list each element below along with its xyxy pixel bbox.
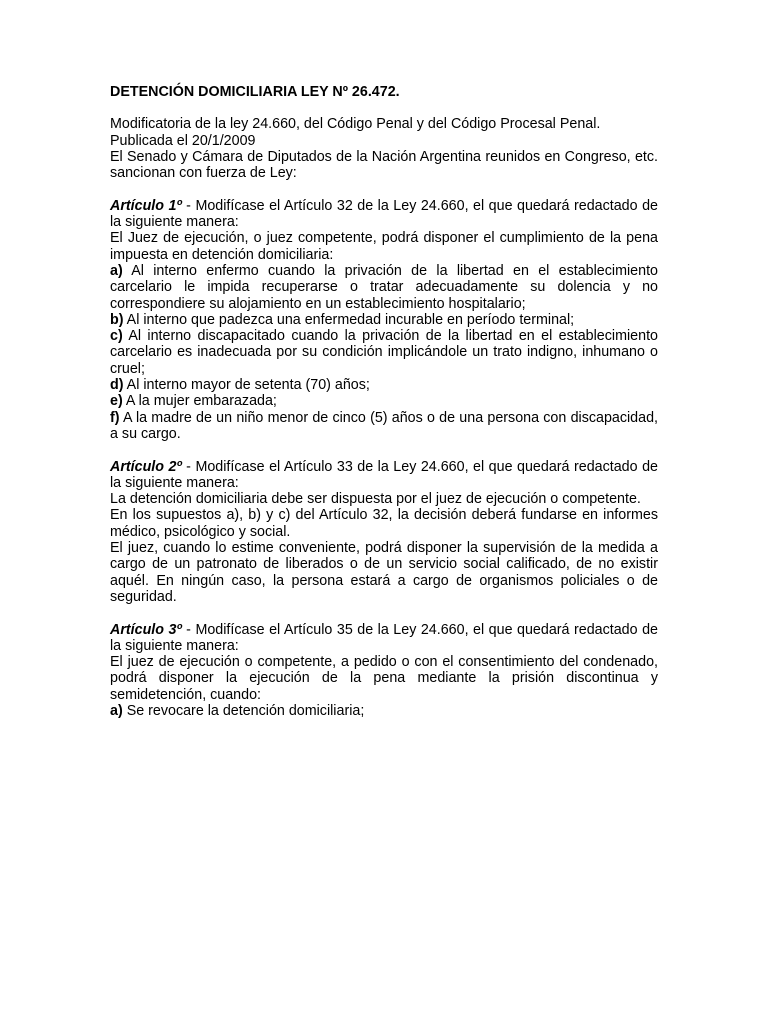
article-3-label: Artículo 3º [110,621,182,638]
article-3 [110,622,658,720]
article-3-item-a [110,703,658,719]
item-text: Se revocare la detención domiciliaria; [122,702,365,719]
article-1-label: Artículo 1º [110,197,182,214]
article-1-item-e [110,393,658,409]
item-letter: a) [110,702,123,719]
article-1-item-f [110,410,658,443]
article-2-paragraph-2: En los supuestos a), b) y c) del Artículo 32, la decisión deberá fundarse en informes médico, psicológico y social. [110,507,658,540]
item-letter: b) [110,311,124,328]
article-1-lead: - Modifícase el Artículo 32 de la Ley 24.660, el que quedará redactado de la siguiente manera: [110,197,658,231]
item-text: A la mujer embarazada; [122,393,277,410]
article-3-paragraph: El juez de ejecución o competente, a pedido o con el consentimiento del condenado, podrá disponer la ejecución de la pena mediante la prisión discontinua y semidetención, cuando: [110,654,658,703]
article-1-heading [110,198,658,231]
article-1-item-c [110,328,658,377]
intro-line-1: Modificatoria de la ley 24.660, del Código Penal y del Código Procesal Penal. [110,116,601,133]
item-text: Al interno que padezca una enfermedad incurable en período terminal; [123,311,575,328]
article-3-lead: - Modifícase el Artículo 35 de la Ley 24.660, el que quedará redactado de la siguiente manera: [110,621,658,654]
item-letter: d) [110,377,124,394]
intro-line-3: El Senado y Cámara de Diputados de la Nación Argentina reunidos en Congreso, etc. sancionan con fuerza de Ley: [110,148,658,182]
article-1-item-d [110,377,658,393]
intro-line-2: Publicada el 20/1/2009 [110,132,256,149]
item-letter: e) [110,393,123,410]
document-page [110,84,658,736]
item-text: Al interno enfermo cuando la privación de la libertad en el establecimiento carcelario le impida recuperarse o tratar adecuadamente su dolencia y no correspondiere su alojamiento en un establecimiento hospitalario; [110,262,658,312]
article-2-paragraph-3: El juez, cuando lo estime conveniente, podrá disponer la supervisión de la medida a cargo de un patronato de liberados o de un servicio social calificado, de no existir aquél. En ningún caso, la persona estará a cargo de organismos policiales o de seguridad. [110,540,658,605]
article-1-item-b [110,312,658,328]
item-text: Al interno discapacitado cuando la privación de la libertad en el establecimiento carcelario es inadecuada por su condición implicándole un trato indigno, inhumano o cruel; [110,328,658,377]
item-text: A la madre de un niño menor de cinco (5) años o de una persona con discapacidad, a su cargo. [110,409,658,442]
article-2-lead: - Modifícase el Artículo 33 de la Ley 24.660, el que quedará redactado de la siguiente manera: [110,458,658,491]
article-1-paragraph: El Juez de ejecución, o juez competente, podrá disponer el cumplimiento de la pena impuesta en detención domiciliaria: [110,230,658,263]
article-2-heading [110,459,658,492]
item-text: Al interno mayor de setenta (70) años; [123,377,370,394]
item-letter: a) [110,262,123,279]
item-letter: c) [110,328,123,345]
article-2-label: Artículo 2º [110,458,182,475]
item-letter: f) [110,409,120,426]
article-1 [110,198,658,442]
article-3-heading [110,622,658,655]
document-title: DETENCIÓN DOMICILIARIA LEY Nº 26.472. [110,84,400,100]
article-1-item-a [110,263,658,312]
intro-section [110,116,658,181]
article-2-paragraph-1: La detención domiciliaria debe ser dispuesta por el juez de ejecución o competente. [110,491,641,508]
article-2 [110,459,658,606]
